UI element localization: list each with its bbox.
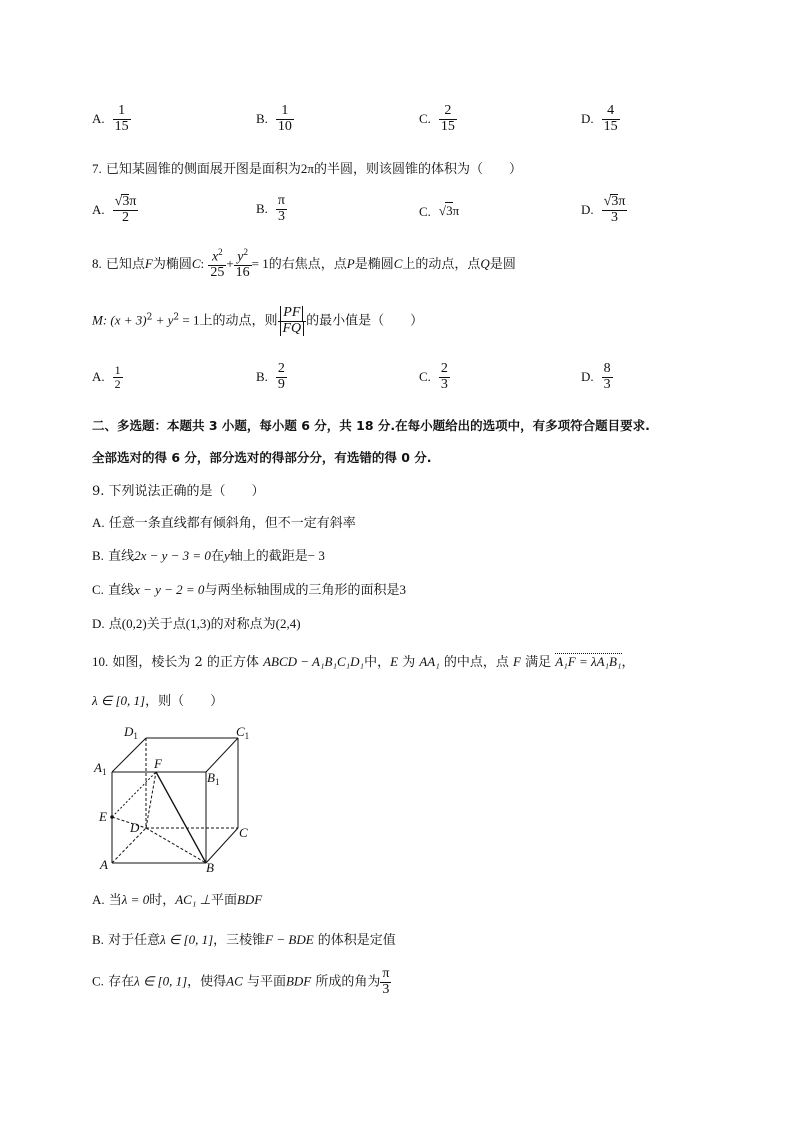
q7-option-d: D. $\frac{√3\pi}{3}$ bbox=[581, 194, 626, 225]
q7-stem: 7. 已知某圆锥的侧面展开图是面积为2π的半圆，则该圆锥的体积为（ ） bbox=[92, 161, 522, 177]
label-a: A bbox=[100, 857, 108, 872]
q9-option-d: D. 点(0,2)关于点(1,3)的对称点为(2,4) bbox=[92, 616, 301, 632]
label-b1: $B_1$ bbox=[207, 770, 220, 787]
q7-option-a: A. $\frac{√3\pi}{2}$ bbox=[92, 194, 137, 225]
q9-option-b: B. 直线2x − y − 3 = 0在y轴上的截距是− 3 bbox=[92, 548, 325, 564]
label-c1: $C_1$ bbox=[236, 724, 250, 741]
label-d1: $D_1$ bbox=[124, 724, 138, 741]
edge-b-c bbox=[206, 828, 238, 863]
q6-option-a: A. $\frac{1}{15}$ bbox=[92, 103, 129, 134]
q8-stem-line2: M: $(x + 3)^2 + y^2 = 1$上的动点，则 $\frac{PF}{FQ}$ 的最小值是（ ） bbox=[92, 305, 424, 336]
q8-option-b: B. $\frac{2}{9}$ bbox=[256, 361, 285, 392]
q9-option-a: A. 任意一条直线都有倾斜角，但不一定有斜率 bbox=[92, 515, 356, 531]
section2-heading-line2: 全部选对的得 6 分，部分选对的得部分分，有选错的得 0 分. bbox=[92, 450, 432, 465]
q6-option-c: C. $\frac{2}{15}$ bbox=[419, 103, 455, 134]
q8-option-a: A. $\frac{1}{2}$ bbox=[92, 363, 121, 391]
edge-f-b bbox=[156, 772, 206, 863]
q6-option-b: B. $\frac{1}{10}$ bbox=[256, 103, 292, 134]
label-d: D bbox=[130, 820, 140, 835]
q8-option-c: C. $\frac{2}{3}$ bbox=[419, 361, 448, 392]
label-f: F bbox=[154, 756, 162, 771]
section2-heading-line1: 二、多选题：本题共 3 小题，每小题 6 分，共 18 分.在每小题给出的选项中，有多项符合题目要求. bbox=[92, 418, 650, 433]
label-e: E bbox=[99, 809, 107, 824]
q10-stem-line2: λ ∈ [0, 1]，则（ ） bbox=[92, 693, 224, 709]
point-e bbox=[110, 815, 114, 819]
q9-stem: 9. 下列说法正确的是（ ） bbox=[92, 484, 265, 499]
q7-option-c: C. √3π bbox=[419, 203, 460, 219]
q10-option-c: C. 存在λ ∈ [0, 1]，使得AC 与平面BDF 所成的角为 $\frac{\pi}{3}$ bbox=[92, 966, 390, 997]
q8-option-d: D. $\frac{8}{3}$ bbox=[581, 361, 611, 392]
cube-figure bbox=[92, 720, 262, 875]
label-a1: $A_1$ bbox=[94, 760, 107, 777]
q9-option-c: C. 直线x − y − 2 = 0与两坐标轴围成的三角形的面积是3 bbox=[92, 582, 406, 598]
edge-a-d bbox=[112, 828, 146, 863]
q10-option-b: B. 对于任意λ ∈ [0, 1]，三棱锥F − BDE 的体积是定值 bbox=[92, 932, 396, 948]
q6-option-d: D. $\frac{4}{15}$ bbox=[581, 103, 618, 134]
edge-e-f bbox=[112, 772, 156, 817]
edge-b1-c1 bbox=[206, 738, 238, 772]
edge-d-f bbox=[146, 772, 156, 828]
q7-option-b: B. $\frac{\pi}{3}$ bbox=[256, 193, 285, 224]
label-c: C bbox=[239, 825, 248, 840]
label-b: B bbox=[206, 860, 214, 875]
edge-a1-d1 bbox=[112, 738, 146, 772]
q8-stem-line1: 8. 已知点F为椭圆C: $\frac{x^2}{25}$ + $\frac{y^2}{16}$ = 1的右焦点，点P是椭圆C上的动点，点Q是圆 bbox=[92, 247, 516, 281]
q10-option-a: A. 当λ = 0时，AC₁ ⊥平面BDF bbox=[92, 892, 263, 908]
q10-stem-line1: 10. 如图，棱长为 2 的正方体 ABCD − A₁B₁C₁D₁中，E 为 AA₁ 的中点，点 F 满足 A₁F = λA₁B₁， bbox=[92, 654, 635, 670]
edge-e-d bbox=[112, 817, 146, 828]
